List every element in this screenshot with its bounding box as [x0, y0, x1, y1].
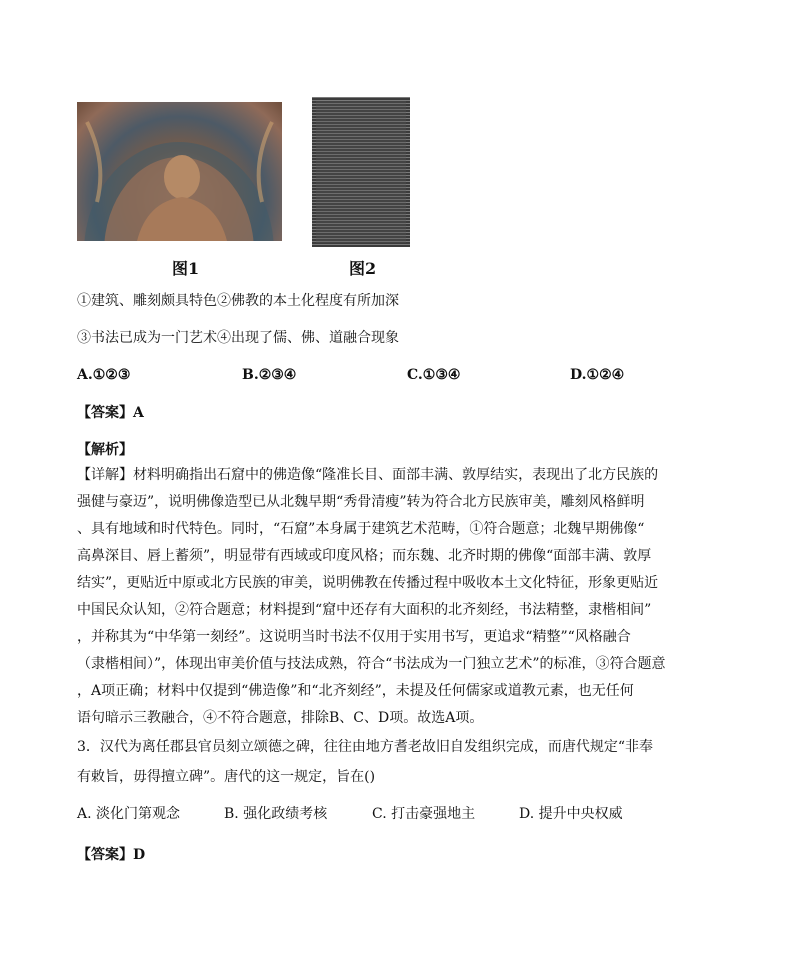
detail-line: 中国民众认知，②符合题意；材料提到“窟中还存有大面积的北齐刻经，书法精整，隶楷相间”	[77, 602, 652, 618]
figure-2-rubbing-image	[312, 97, 410, 247]
analysis-title: 【解析】	[77, 442, 133, 458]
statement-line-1: ①建筑、雕刻颇具特色②佛教的本土化程度有所加深	[77, 293, 399, 309]
q3-option-c: C. 打击豪强地主	[372, 806, 476, 822]
answer-label: 【答案】	[77, 847, 133, 863]
q2-answer	[77, 402, 144, 422]
detail-line: ，A项正确；材料中仅提到“佛造像”和“北齐刻经”，未提及任何儒家或道教元素，也无任何	[77, 683, 634, 699]
detail-line: 、具有地域和时代特色。同时，“石窟”本身属于建筑艺术范畴，①符合题意；北魏早期佛像“	[77, 521, 645, 537]
q3-option-b: B. 强化政绩考核	[224, 806, 328, 822]
q3-option-d: D. 提升中央权威	[519, 806, 623, 822]
detail-line: ，并称其为“中华第一刻经”。这说明当时书法不仅用于实用书写，更追求“精整”“风格融合	[77, 629, 631, 645]
detail-line: （隶楷相间）”，体现出审美价值与技法成熟，符合“书法成为一门独立艺术”的标准，③符合题意	[77, 656, 666, 672]
answer-value: A	[133, 405, 144, 421]
q3-answer	[77, 844, 145, 864]
q3-option-a: A. 淡化门第观念	[77, 806, 181, 822]
q2-option-c: C.①③④	[407, 367, 461, 383]
buddha-statue-image	[77, 102, 282, 241]
detail-line: 结实”，更贴近中原或北方民族的审美，说明佛教在传播过程中吸收本土文化特征，形象更贴近	[77, 575, 659, 591]
q3-stem-line-2: 有敕旨，毋得擅立碑”。唐代的这一规定，旨在()	[77, 769, 376, 785]
statement-line-2: ③书法已成为一门艺术④出现了儒、佛、道融合现象	[77, 330, 399, 346]
q3-stem-line-1: 3．汉代为离任郡县官员刻立颂德之碑，往往由地方耆老故旧自发组织完成，而唐代规定“非奉	[77, 739, 654, 755]
figure-1-buddha-photo	[77, 102, 282, 241]
answer-value: D	[133, 847, 146, 863]
detail-line: 强健与豪迈”，说明佛像造型已从北魏早期“秀骨清瘦”转为符合北方民族审美，雕刻风格鲜明	[77, 494, 645, 510]
answer-label: 【答案】	[77, 405, 133, 421]
q2-option-b: B.②③④	[242, 367, 297, 383]
q2-option-d: D.①②④	[570, 367, 625, 383]
q2-option-a: A.①②③	[77, 367, 131, 383]
detail-line: 高鼻深目、唇上蓄须”，明显带有西域或印度风格；而东魏、北齐时期的佛像“面部丰满、敦厚	[77, 548, 652, 564]
stele-rubbing-texture	[312, 97, 410, 247]
detail-line: 语句暗示三教融合，④不符合题意，排除B、C、D项。故选A项。	[77, 710, 484, 726]
detail-line: 【详解】材料明确指出石窟中的佛造像“隆准长目、面部丰满、敦厚结实，表现出了北方民族的	[77, 467, 659, 483]
figure-1-caption: 图1	[172, 259, 200, 278]
figure-2-caption: 图2	[349, 259, 377, 278]
